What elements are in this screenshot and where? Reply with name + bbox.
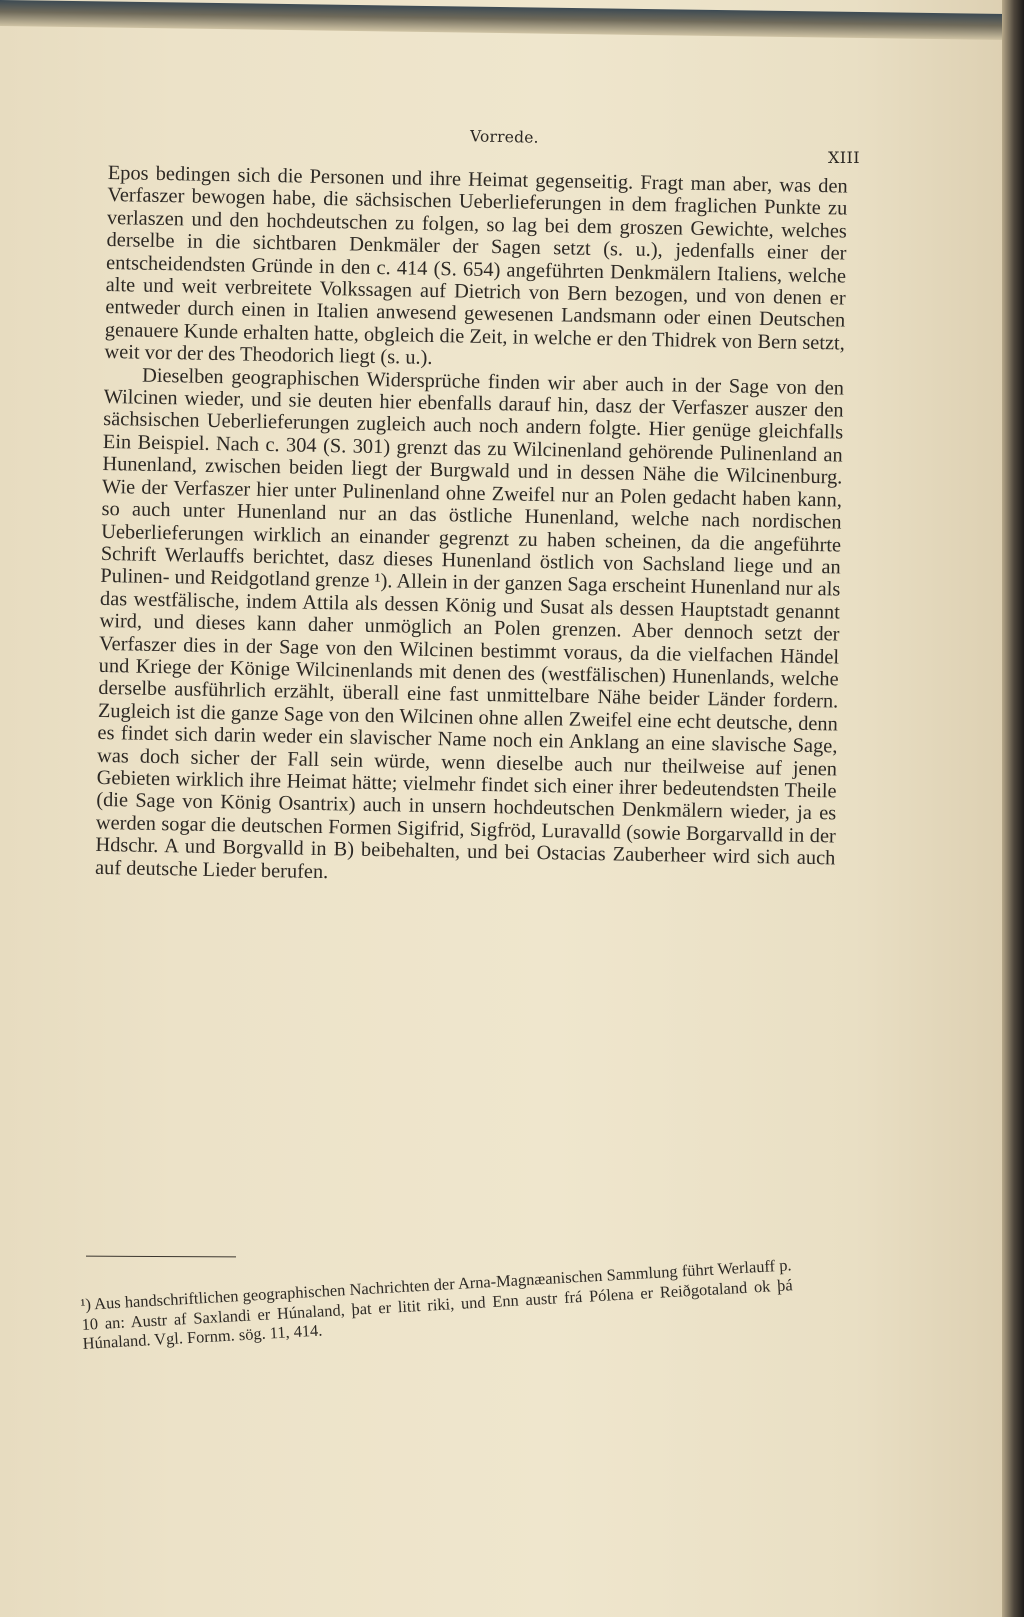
page-number: XIII (828, 148, 860, 167)
footnote-text: ¹) Aus handschriftlichen geographischen Nachrichten der Arna-Magnæanischen Sammlung führt Werlauff p. 10 an: Austr af Saxlandi er Húnaland, þat er litit riki, und Enn austr frá Pólena er Reiðgotaland ok þá Húnaland. Vgl. Fornm. sög. 11, 414. (80, 1255, 794, 1353)
body-paragraph: Dieselben geographischen Widersprüche finden wir aber auch in der Sage von den Wilcinen wieder, und sie deuten hier ebenfalls darauf hin, dasz der Verfaszer auszer den sächsischen Ueberlieferungen zugleich auch noch andern folgte. Hier genüge gleichfalls Ein Beispiel. Nach c. 304 (S. 301) grenzt das zu Wilcinenland gehörende Pulinenland an Hunenland, zwischen beiden liegt der Burgwald und in dessen Nähe die Wilcinenburg. Wie der Verfaszer hier unter Pulinenland ohne Zweifel nur an Polen gedacht haben kann, so auch unter Hunenland nur an das östliche Hunenland, welche nach nordischen Ueberlieferungen wirklich an einander gegrenzt zu haben scheinen, da die angeführte Schrift Werlauffs berichtet, dasz dieses Hunenland östlich von Sachsland liege und an Pulinen- und Reidgotland grenze ¹). Allein in der ganzen Saga erscheint Hunenland nur als das westfälische, indem Attila als dessen König und Susat als dessen Hauptstadt genannt wird, und dieses kann daher unmöglich an Polen grenzen. Aber dennoch setzt der Verfaszer dies in der Sage von den Wilcinen bestimmt voraus, da die vielfachen Händel und Kriege der Könige Wilcinenlands mit denen des (westfälischen) Hunenlands, welche derselbe ausführlich erzählt, überall eine fast unmittelbare Nähe beider Länder fordern. Zugleich ist die ganze Sage von den Wilcinen ohne allen Zweifel eine echt deutsche, denn es findet sich darin weder ein slavischer Name noch ein Anklang an eine slavische Sage, was doch sicher der Fall sein würde, wenn dieselbe auch nur theilweise auf jenen Gebieten wirklich ihre Heimat hätte; vielmehr findet sich einer ihrer bedeutendsten Theile (die Sage von König Osantrix) auch in unsern hochdeutschen Denkmälern wieder, ja es werden sogar die deutschen Formen Sigifrid, Sigfröd, Luravalld (sowie Borgarvalld in der Hdschr. A und Borgvalld in B) beibehalten, und bei Ostacias Zauberheer wird sich auch auf deutsche Lieder berufen. (94, 364, 845, 883)
body-paragraph: Epos bedingen sich die Personen und ihre Heimat gegenseitig. Fragt man aber, was den Verfaszer bewogen habe, die sächsischen Ueberlieferungen in dem fraglichen Punkte zu verlaszen und den hochdeutschen zu folgen, so lag bei dem groszen Gewichte, welches derselbe in die sichtbaren Denkmäler der Sagen setzt (s. u.), jedenfalls einer der entscheidendsten Gründe in den c. 414 (S. 654) angeführten Denkmälern Italiens, welche alte und weit verbreitete Volkssagen auf Dietrich von Bern bezogen, und von denen er entweder durch einen in Italien anwesend gewesenen Landsmann oder einen Deutschen genauere Kunde erhalten hatte, obgleich die Zeit, in welche er den Thidrek von Bern setzt, weit vor der des Theodorich liegt (s. u.). (104, 162, 848, 370)
body-text (88, 162, 847, 1243)
book-spine-edge (1002, 0, 1024, 1617)
page-top-edge (0, 0, 1005, 40)
footnote-rule (86, 1256, 236, 1258)
running-head: Vorrede. (469, 127, 539, 147)
footnote (80, 1255, 796, 1391)
